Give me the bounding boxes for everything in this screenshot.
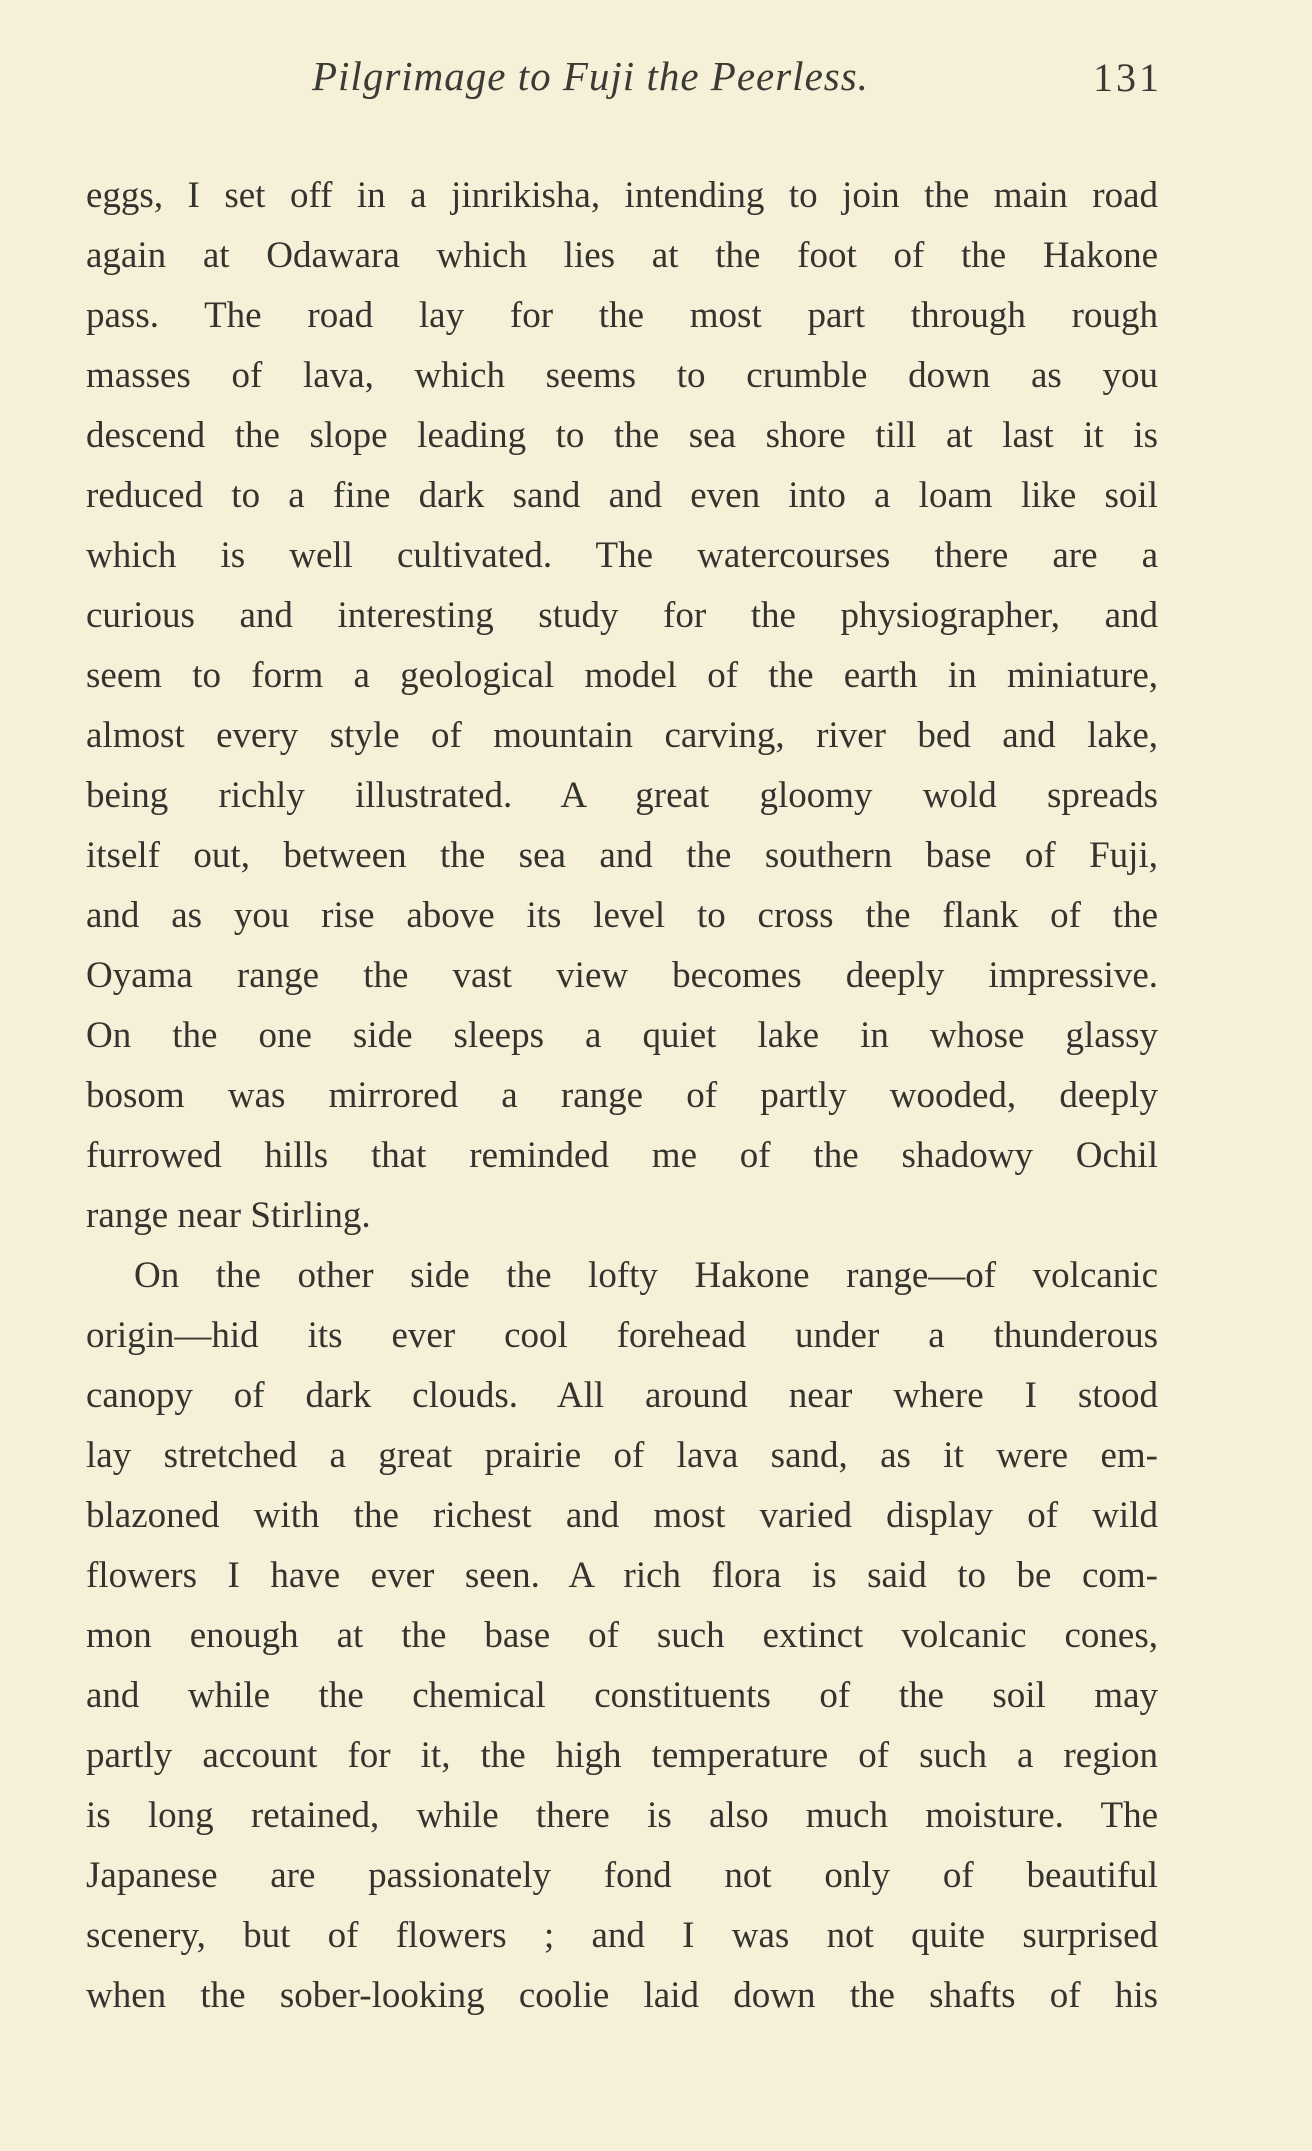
text-line: almost every style of mountain carving, river bed and lake, [86, 715, 1158, 756]
text-line: bosom was mirrored a range of partly wooded, deeply [86, 1075, 1158, 1116]
running-head [0, 52, 1312, 112]
paragraph-2 [86, 1246, 1158, 2026]
text-line: furrowed hills that reminded me of the shadowy Ochil [86, 1135, 1158, 1176]
text-line: descend the slope leading to the sea shore till at last it is [86, 415, 1158, 456]
text-line: and while the chemical constituents of the soil may [86, 1675, 1158, 1716]
paragraph-1 [86, 166, 1158, 1246]
text-line: scenery, but of flowers ; and I was not quite surprised [86, 1915, 1158, 1956]
text-line: pass. The road lay for the most part through rough [86, 295, 1158, 336]
text-line: reduced to a fine dark sand and even into a loam like soil [86, 475, 1158, 516]
text-line: lay stretched a great prairie of lava sand, as it were em- [86, 1435, 1158, 1476]
text-line: Japanese are passionately fond not only of beautiful [86, 1855, 1158, 1896]
text-line: masses of lava, which seems to crumble down as you [86, 355, 1158, 396]
text-line: On the other side the lofty Hakone range—of volcanic [134, 1255, 1158, 1296]
text-line: range near Stirling. [86, 1195, 371, 1236]
text-line: origin—hid its ever cool forehead under a thunderous [86, 1315, 1158, 1356]
text-line: eggs, I set off in a jinrikisha, intending to join the main road [86, 175, 1158, 216]
text-line: Oyama range the vast view becomes deeply impressive. [86, 955, 1158, 996]
text-line: mon enough at the base of such extinct volcanic cones, [86, 1615, 1158, 1656]
text-line: again at Odawara which lies at the foot of the Hakone [86, 235, 1158, 276]
body-text [86, 166, 1158, 2026]
text-line: blazoned with the richest and most varied display of wild [86, 1495, 1158, 1536]
text-line: being richly illustrated. A great gloomy wold spreads [86, 775, 1158, 816]
text-line: flowers I have ever seen. A rich flora is said to be com- [86, 1555, 1158, 1596]
text-line: partly account for it, the high temperature of such a region [86, 1735, 1158, 1776]
text-line: itself out, between the sea and the southern base of Fuji, [86, 835, 1158, 876]
page-number: 131 [1093, 55, 1162, 100]
running-title: Pilgrimage to Fuji the Peerless. [312, 53, 869, 99]
text-line: curious and interesting study for the physiographer, and [86, 595, 1158, 636]
text-line: On the one side sleeps a quiet lake in whose glassy [86, 1015, 1158, 1056]
text-line: which is well cultivated. The watercourses there are a [86, 535, 1158, 576]
text-line: is long retained, while there is also much moisture. The [86, 1795, 1158, 1836]
text-line: canopy of dark clouds. All around near where I stood [86, 1375, 1158, 1416]
text-line: and as you rise above its level to cross the flank of the [86, 895, 1158, 936]
text-line: when the sober-looking coolie laid down the shafts of his [86, 1975, 1158, 2016]
text-line: seem to form a geological model of the earth in miniature, [86, 655, 1158, 696]
